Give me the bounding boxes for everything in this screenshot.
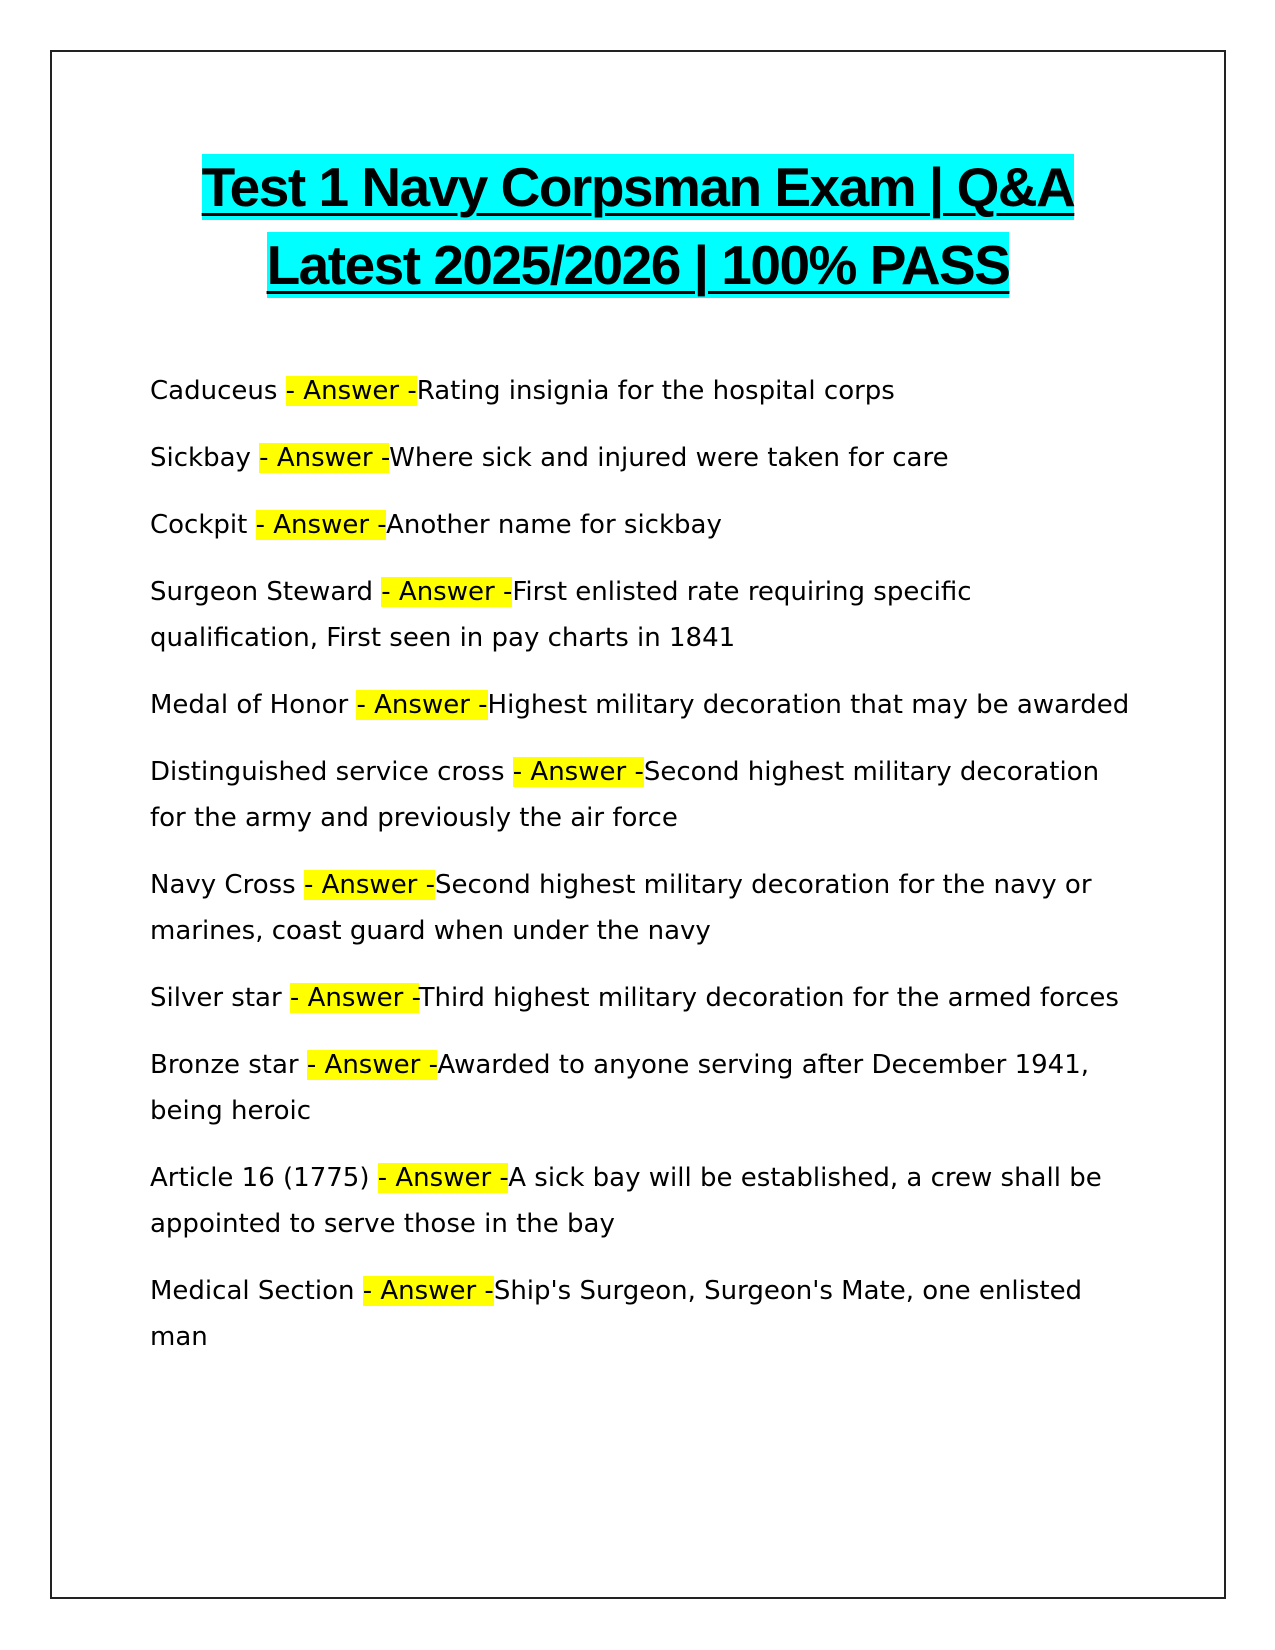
qa-item [150, 368, 1135, 414]
qa-term: Surgeon Steward [150, 577, 382, 607]
answer-separator: - Answer - [512, 757, 644, 787]
qa-item [150, 569, 1135, 661]
qa-answer: Awarded to anyone serving after December 1941, being heroic [150, 1050, 1089, 1126]
qa-item [150, 435, 1135, 481]
qa-term: Article 16 (1775) [150, 1163, 378, 1193]
qa-item [150, 1155, 1135, 1247]
answer-separator: - Answer - [259, 443, 390, 473]
qa-term: Navy Cross [150, 870, 304, 900]
answer-separator: - Answer - [377, 1163, 509, 1193]
qa-item [150, 1042, 1135, 1134]
qa-item [150, 749, 1135, 841]
qa-term: Sickbay [150, 443, 260, 473]
answer-separator: - Answer - [255, 510, 387, 540]
qa-term: Medical Section [150, 1276, 363, 1306]
qa-item [150, 502, 1135, 548]
qa-item [150, 1268, 1135, 1360]
title-line-2: Latest 2025/2026 | 100% PASS [266, 234, 1010, 296]
qa-term: Cockpit [150, 510, 256, 540]
answer-separator: - Answer - [356, 690, 488, 720]
answer-separator: - Answer - [289, 983, 419, 1013]
qa-answer: Another name for sickbay [386, 510, 722, 540]
answer-separator: - Answer - [303, 870, 436, 900]
qa-item [150, 862, 1135, 954]
qa-term: Silver star [150, 983, 290, 1013]
document-title [50, 148, 1226, 304]
qa-term: Caduceus [150, 376, 286, 406]
answer-separator: - Answer - [381, 577, 513, 607]
answer-separator: - Answer - [362, 1276, 494, 1306]
qa-answer: First enlisted rate requiring specific qualification, First seen in pay charts in 1841 [150, 577, 972, 653]
qa-item [150, 975, 1135, 1021]
qa-answer: Second highest military decoration for the navy or marines, coast guard when under the navy [150, 870, 1092, 946]
title-line-1: Test 1 Navy Corpsman Exam | Q&A [201, 156, 1075, 218]
qa-answer: Rating insignia for the hospital corps [416, 376, 895, 406]
qa-answer: Second highest military decoration for the army and previously the air force [150, 757, 1100, 833]
answer-separator: - Answer - [285, 376, 417, 406]
qa-term: Distinguished service cross [150, 757, 513, 787]
qa-answer: Highest military decoration that may be awarded [487, 690, 1130, 720]
qa-answer: Ship's Surgeon, Surgeon's Mate, one enlisted man [150, 1276, 1083, 1352]
qa-term: Bronze star [150, 1050, 307, 1080]
qa-list [150, 368, 1135, 1381]
qa-term: Medal of Honor [150, 690, 357, 720]
qa-answer: Where sick and injured were taken for care [389, 443, 949, 473]
answer-separator: - Answer - [306, 1050, 438, 1080]
qa-answer: A sick bay will be established, a crew shall be appointed to serve those in the bay [150, 1163, 1102, 1239]
qa-item [150, 682, 1135, 728]
qa-answer: Third highest military decoration for the armed forces [418, 983, 1119, 1013]
